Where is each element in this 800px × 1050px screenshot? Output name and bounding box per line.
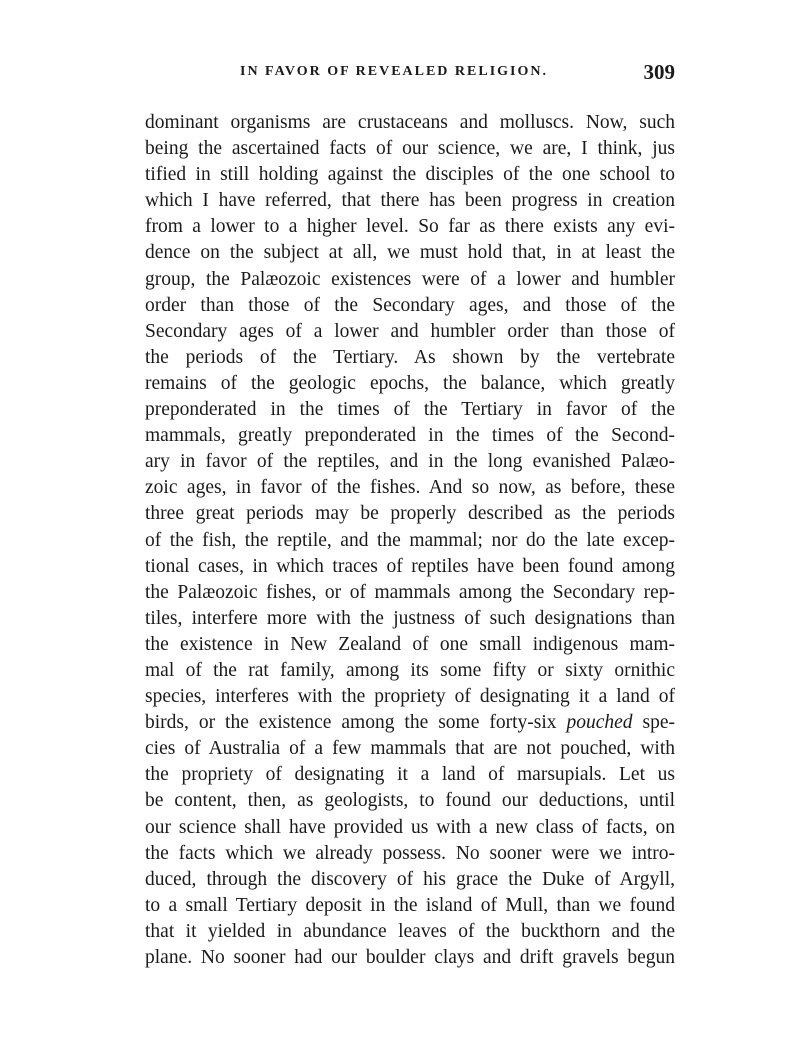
body-text bbox=[145, 110, 675, 971]
text-line: order than those of the Secondary ages, and those of the bbox=[145, 294, 675, 316]
text-line: tional cases, in which traces of reptiles have been found among bbox=[145, 555, 675, 577]
text-line: that it yielded in abundance leaves of the buckthorn and the bbox=[145, 920, 675, 942]
text-line: dominant organisms are crustaceans and molluscs. Now, such bbox=[145, 112, 675, 133]
text-line: preponderated in the times of the Tertiary in favor of the bbox=[145, 399, 675, 421]
text-segment: spe- bbox=[632, 712, 675, 734]
text-line: our science shall have provided us with a new class of facts, on bbox=[145, 816, 675, 838]
text-line: mal of the rat family, among its some fifty or sixty ornithic bbox=[145, 659, 675, 681]
italic-word: pouched bbox=[566, 712, 633, 734]
text-line: of the fish, the reptile, and the mammal; nor do the late excep- bbox=[145, 529, 675, 551]
text-line: three great periods may be properly described as the periods bbox=[145, 503, 675, 525]
text-line: the periods of the Tertiary. As shown by the vertebrate bbox=[145, 346, 675, 368]
text-line: be content, then, as geologists, to found our deductions, until bbox=[145, 790, 675, 812]
text-line: Secondary ages of a lower and humbler order than those of bbox=[145, 320, 675, 342]
text-line: plane. No sooner had our boulder clays and drift gravels begun bbox=[145, 947, 675, 968]
text-line: which I have referred, that there has been progress in creation bbox=[145, 190, 675, 212]
page-number: 309 bbox=[643, 60, 675, 84]
text-segment: birds, or the existence among the some forty-six bbox=[145, 712, 567, 734]
running-head bbox=[145, 60, 675, 90]
text-line: tiles, interfere more with the justness of such designations than bbox=[145, 607, 675, 629]
text-line-italic-span bbox=[145, 710, 675, 736]
text-line: dence on the subject at all, we must hold that, in at least the bbox=[145, 242, 675, 264]
text-line: cies of Australia of a few mammals that are not pouched, with bbox=[145, 738, 675, 760]
text-line: the existence in New Zealand of one small indigenous mam- bbox=[145, 633, 675, 655]
text-line: zoic ages, in favor of the fishes. And so now, as before, these bbox=[145, 477, 675, 499]
text-line: the propriety of designating it a land of marsupials. Let us bbox=[145, 764, 675, 786]
text-line: group, the Palæozoic existences were of a lower and humbler bbox=[145, 268, 675, 290]
text-line: the facts which we already possess. No sooner were we intro- bbox=[145, 842, 675, 864]
text-line: remains of the geologic epochs, the balance, which greatly bbox=[145, 372, 675, 394]
text-line: the Palæozoic fishes, or of mammals among the Secondary rep- bbox=[145, 581, 675, 603]
text-line: ary in favor of the reptiles, and in the long evanished Palæo- bbox=[145, 451, 675, 473]
text-line: mammals, greatly preponderated in the times of the Second- bbox=[145, 425, 675, 447]
text-line: species, interferes with the propriety of designating it a land of bbox=[145, 686, 675, 708]
text-line: to a small Tertiary deposit in the island of Mull, than we found bbox=[145, 894, 675, 916]
running-title: IN FAVOR OF REVEALED RELIGION. bbox=[240, 64, 548, 79]
text-line: tified in still holding against the disciples of the one school to bbox=[145, 164, 675, 186]
text-line: being the ascertained facts of our science, we are, I think, jus bbox=[145, 138, 675, 160]
text-line: from a lower to a higher level. So far as there exists any evi- bbox=[145, 216, 675, 238]
text-line: duced, through the discovery of his grace the Duke of Argyll, bbox=[145, 868, 675, 890]
